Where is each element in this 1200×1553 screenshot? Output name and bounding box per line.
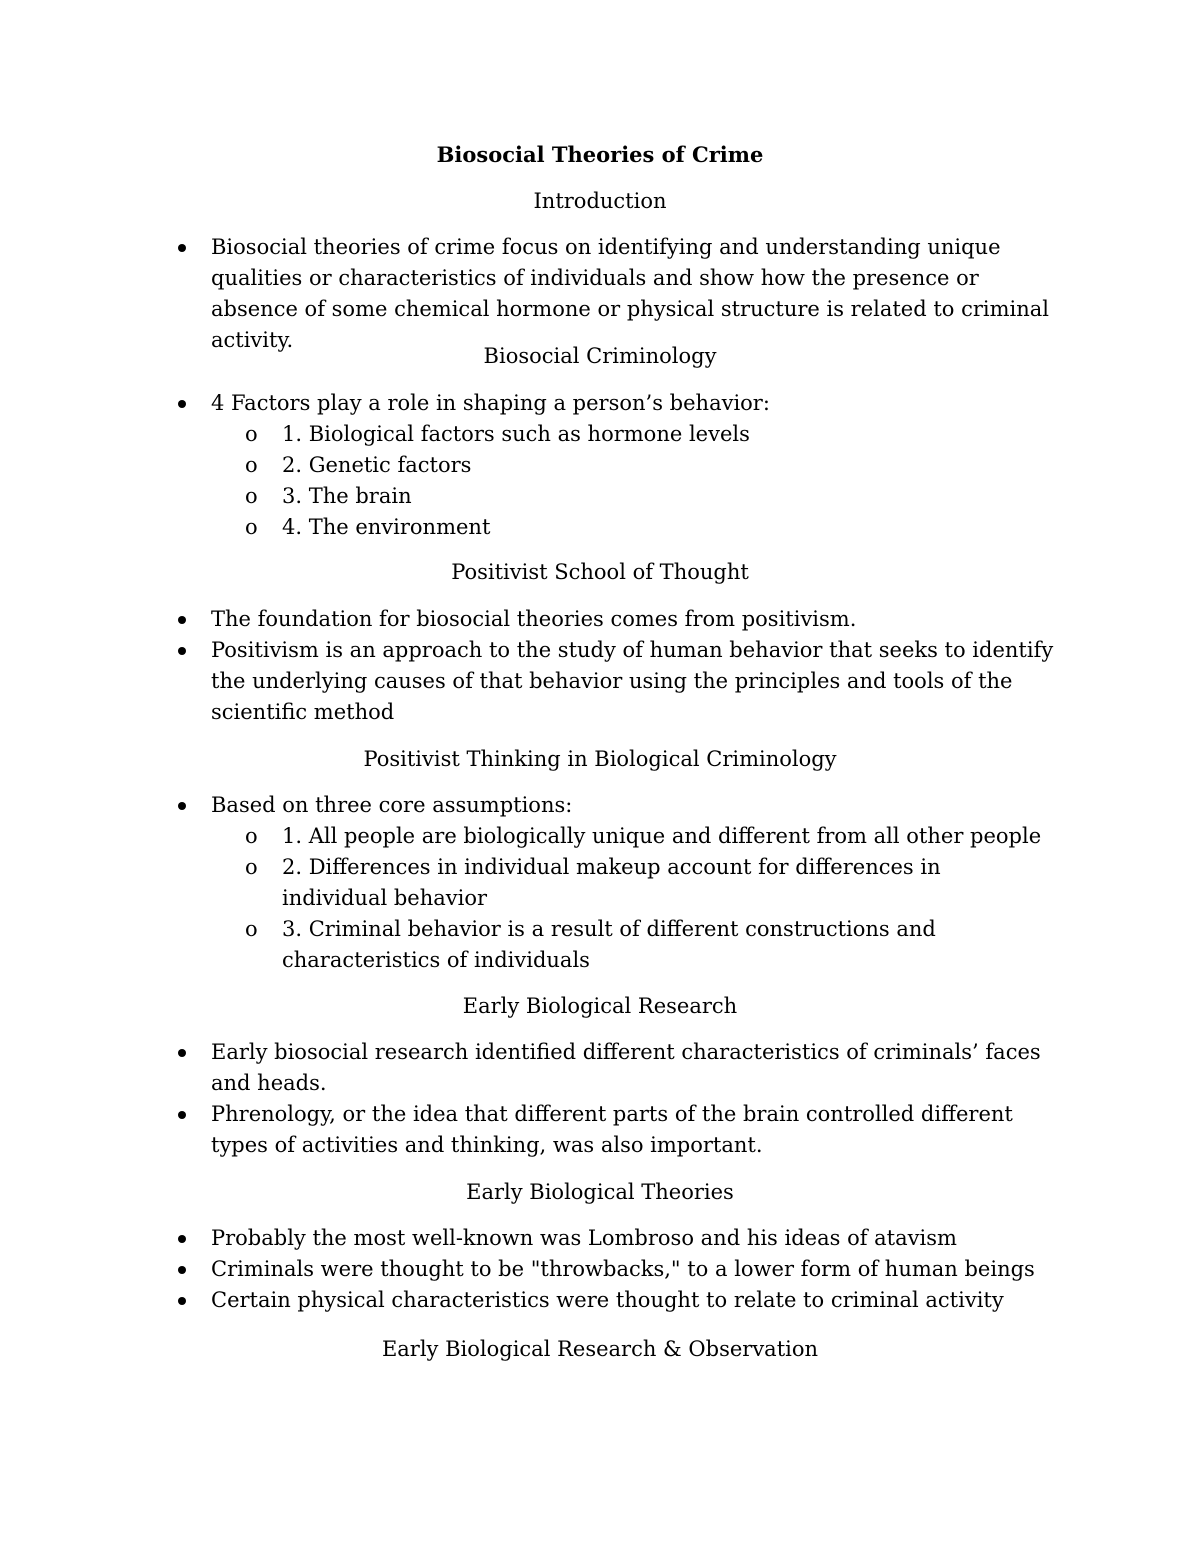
sub-marker-icon: o (245, 824, 258, 848)
sub-list-item (0, 481, 1052, 512)
sub-list-item (0, 450, 1052, 481)
bullet-text: Criminals were thought to be "throwbacks," to a lower form of human beings (211, 1257, 1035, 1281)
section-heading-early-biological-theories: Early Biological Theories (466, 1180, 734, 1204)
bullet-dot-icon (178, 1297, 186, 1305)
section-heading-positivist-thinking: Positivist Thinking in Biological Criminology (363, 747, 837, 771)
sub-list-item (0, 914, 1052, 976)
sub-marker-icon: o (245, 453, 258, 477)
sub-marker-icon: o (245, 855, 258, 879)
section-heading-early-biological-research-observation: Early Biological Research & Observation (381, 1337, 819, 1361)
bullet-item (0, 1223, 1071, 1254)
bullet-text: Early biosocial research identified different characteristics of criminals’ faces and heads. (211, 1040, 1041, 1095)
sub-list (211, 821, 1071, 976)
sub-list (211, 419, 1071, 543)
bullet-item (0, 388, 1071, 543)
document-title: Biosocial Theories of Crime (436, 142, 764, 167)
sub-item-text: 2. Differences in individual makeup account for differences in individual behavior (282, 855, 941, 910)
bullet-text: 4 Factors play a role in shaping a person’s behavior: (211, 391, 770, 415)
sub-marker-icon: o (245, 422, 258, 446)
section-heading-early-biological-research: Early Biological Research (462, 994, 738, 1018)
bullet-text: Certain physical characteristics were thought to relate to criminal activity (211, 1288, 1004, 1312)
bullet-item (0, 790, 1071, 976)
bullet-list-positivist-thinking (0, 790, 1200, 976)
bullet-item (0, 1285, 1071, 1316)
bullet-text: Phrenology, or the idea that different parts of the brain controlled different types of activities and thinking, was also important. (211, 1102, 1013, 1157)
sub-marker-icon: o (245, 917, 258, 941)
bullet-list-biosocial-criminology (0, 388, 1200, 543)
bullet-item (0, 1099, 1071, 1161)
bullet-list-early-biological-research (0, 1037, 1200, 1161)
sub-list-item (0, 852, 1052, 914)
bullet-text: Based on three core assumptions: (211, 793, 573, 817)
bullet-dot-icon (178, 1266, 186, 1274)
sub-item-text: 3. The brain (282, 484, 412, 508)
bullet-text: Probably the most well-known was Lombroso and his ideas of atavism (211, 1226, 957, 1250)
bullet-item (0, 635, 1071, 728)
bullet-dot-icon (178, 400, 186, 408)
sub-item-text: 2. Genetic factors (282, 453, 472, 477)
bullet-dot-icon (178, 1111, 186, 1119)
bullet-item (0, 604, 1071, 635)
bullet-item (0, 232, 1071, 356)
bullet-dot-icon (178, 1049, 186, 1057)
sub-marker-icon: o (245, 515, 258, 539)
sub-item-text: 1. All people are biologically unique and different from all other people (282, 824, 1042, 848)
section-heading-positivist-school: Positivist School of Thought (451, 560, 749, 584)
bullet-list-early-biological-theories (0, 1223, 1200, 1316)
sub-item-text: 4. The environment (282, 515, 491, 539)
bullet-text: The foundation for biosocial theories comes from positivism. (211, 607, 857, 631)
bullet-dot-icon (178, 1235, 186, 1243)
bullet-dot-icon (178, 244, 186, 252)
bullet-text: Positivism is an approach to the study of human behavior that seeks to identify the underlying causes of that behavior using the principles and tools of the scientific method (211, 638, 1054, 724)
bullet-list-introduction (0, 232, 1200, 356)
sub-list-item (0, 419, 1052, 450)
bullet-item (0, 1254, 1071, 1285)
bullet-dot-icon (178, 802, 186, 810)
section-heading-introduction: Introduction (533, 189, 667, 213)
bullet-item (0, 1037, 1071, 1099)
sub-marker-icon: o (245, 484, 258, 508)
sub-list-item (0, 512, 1052, 543)
bullet-dot-icon (178, 647, 186, 655)
sub-item-text: 1. Biological factors such as hormone levels (282, 422, 750, 446)
sub-list-item (0, 821, 1052, 852)
sub-item-text: 3. Criminal behavior is a result of different constructions and characteristics of individuals (282, 917, 936, 972)
section-heading-biosocial-criminology: Biosocial Criminology (483, 344, 717, 368)
bullet-list-positivist-school (0, 604, 1200, 728)
bullet-dot-icon (178, 616, 186, 624)
bullet-text: Biosocial theories of crime focus on identifying and understanding unique qualities or characteristics of individuals and show how the presence or absence of some chemical hormone or physical structure is related to criminal activity. (211, 235, 1050, 352)
